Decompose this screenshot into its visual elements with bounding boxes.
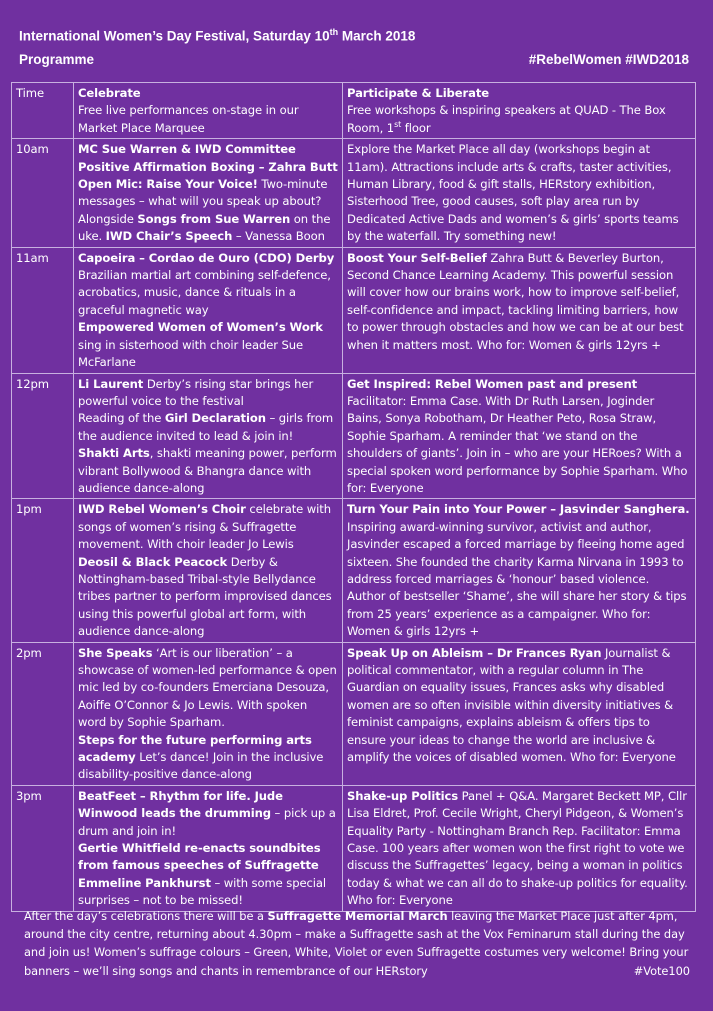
celebrate-cell: Capoeira – Cordao de Ouro (CDO) Derby Brazilian martial art combining self-defence, acrobatics, music, dance & rituals in a graceful magnetic way Empowered Women of Women’s Work sing in sisterhood with choir leader Sue McFarlane bbox=[74, 247, 343, 373]
celebrate-cell: MC Sue Warren & IWD Committee Positive Affirmation Boxing – Zahra Butt Open Mic: Raise Your Voice! Two-minute messages – what will you speak up about? Alongside Songs from Sue Warren on the uke. IWD Chair’s Speech – Vanessa Boon bbox=[74, 139, 343, 247]
celebrate-cell: IWD Rebel Women’s Choir celebrate with songs of women’s rising & Suffragette movement. With choir leader Jo Lewis Deosil & Black Peacock Derby & Nottingham-based Tribal-style Bellydance tribes partner to perform improvised dances using this powerful global art form, with audience dance-along bbox=[74, 499, 343, 642]
time-cell: 10am bbox=[12, 139, 74, 247]
table-row bbox=[12, 642, 696, 785]
footer-note: After the day’s celebrations there will be a Suffragette Memorial March leaving the Market Place just after 4pm, around the city centre, returning about 4.30pm – make a Suffragette sash at the Vox Feminarum stall during the day and join us! Women’s suffrage colours – Green, White, Violet or even Suffragette costumes very welcome! Bring your banners – we’ll sing songs and chants in remembrance of our HERstory #Vote100 bbox=[24, 907, 700, 980]
participate-cell: Explore the Market Place all day (workshops begin at 11am). Attractions include arts & crafts, taster activities, Human Library, food & gift stalls, HERstory exhibition, Sisterhood Tree, good causes, soft play area run by Dedicated Active Dads and women’s & girls’ sports teams by the waterfall. Try something new! bbox=[343, 139, 696, 247]
header-hashtags: #RebelWomen #IWD2018 bbox=[528, 52, 689, 67]
time-cell: 11am bbox=[12, 247, 74, 373]
participate-cell: Get Inspired: Rebel Women past and present Facilitator: Emma Case. With Dr Ruth Larsen, Joginder Bains, Sonya Robotham, Dr Heather Peto, Rosa Straw, Sophie Sparham. A reminder that ‘we stand on the shoulders of giants’. Join in – who are your HERoes? With a special spoken word performance by Sophie Sparham. Who for: Everyone bbox=[343, 373, 696, 499]
participate-cell: Speak Up on Ableism – Dr Frances Ryan Journalist & political commentator, with a regular column in The Guardian on equality issues, Frances asks why disabled women are so often invisible within diversity initiatives & feminist campaigns, explains ableism & offers tips to ensure your ideas to change the world are inclusive & amplify the voices of disabled women. Who for: Everyone bbox=[343, 642, 696, 785]
time-cell: 1pm bbox=[12, 499, 74, 642]
page-title: International Women’s Day Festival, Saturday 10th March 2018 bbox=[19, 27, 416, 44]
table-header-row bbox=[12, 83, 696, 139]
celebrate-cell: BeatFeet – Rhythm for life. Jude Winwood leads the drumming – pick up a drum and join in! Gertie Whitfield re-enacts soundbites from famous speeches of Suffragette Emmeline Pankhurst – with some special surprises – not to be missed! bbox=[74, 785, 343, 911]
participate-column-header: Participate & Liberate Free workshops & inspiring speakers at QUAD - The Box Room, 1st floor bbox=[343, 83, 696, 139]
celebrate-cell: She Speaks ‘Art is our liberation’ – a showcase of women-led performance & open mic led by co-founders Emerciana Desouza, Aoiffe O’Connor & Jo Lewis. With spoken word by Sophie Sparham. Steps for the future performing arts academy Let’s dance! Join in the inclusive disability-positive dance-along bbox=[74, 642, 343, 785]
participate-cell: Boost Your Self-Belief Zahra Butt & Beverley Burton, Second Chance Learning Academy. This powerful session will cover how our brains work, how to improve self-belief, self-confidence and impact, tackling limiting barriers, how to power through obstacles and how we can be at our best when it matters most. Who for: Women & girls 12yrs + bbox=[343, 247, 696, 373]
time-column-header: Time bbox=[12, 83, 74, 139]
time-cell: 2pm bbox=[12, 642, 74, 785]
celebrate-cell: Li Laurent Derby’s rising star brings her powerful voice to the festival Reading of the Girl Declaration – girls from the audience invited to lead & join in! Shakti Arts, shakti meaning power, perform vibrant Bollywood & Bhangra dance with audience dance-along bbox=[74, 373, 343, 499]
table-row bbox=[12, 785, 696, 911]
celebrate-column-header: Celebrate Free live performances on-stage in our Market Place Marquee bbox=[74, 83, 343, 139]
programme-table bbox=[11, 82, 696, 912]
page-subtitle: Programme bbox=[19, 52, 95, 67]
table-row bbox=[12, 139, 696, 247]
table-row bbox=[12, 373, 696, 499]
participate-cell: Shake-up Politics Panel + Q&A. Margaret Beckett MP, Cllr Lisa Eldret, Prof. Cecile Wright, Cheryl Pidgeon, & Women’s Equality Party - Nottingham Branch Rep. Facilitator: Emma Case. 100 years after women won the first right to vote we discuss the Suffragettes’ legacy, being a woman in politics today & what we can all do to shake-up politics for equality. Who for: Everyone bbox=[343, 785, 696, 911]
time-cell: 3pm bbox=[12, 785, 74, 911]
participate-cell: Turn Your Pain into Your Power – Jasvinder Sanghera. Inspiring award-winning survivor, activist and author, Jasvinder escaped a forced marriage by fleeing home aged sixteen. She founded the charity Karma Nirvana in 1993 to address forced marriages & ‘honour’ based violence. Author of bestseller ‘Shame’, she will share her story & tips from 25 years’ experience as a campaigner. Who for: Women & girls 12yrs + bbox=[343, 499, 696, 642]
time-cell: 12pm bbox=[12, 373, 74, 499]
table-row bbox=[12, 247, 696, 373]
footer-hashtag: #Vote100 bbox=[633, 963, 690, 978]
table-row bbox=[12, 499, 696, 642]
